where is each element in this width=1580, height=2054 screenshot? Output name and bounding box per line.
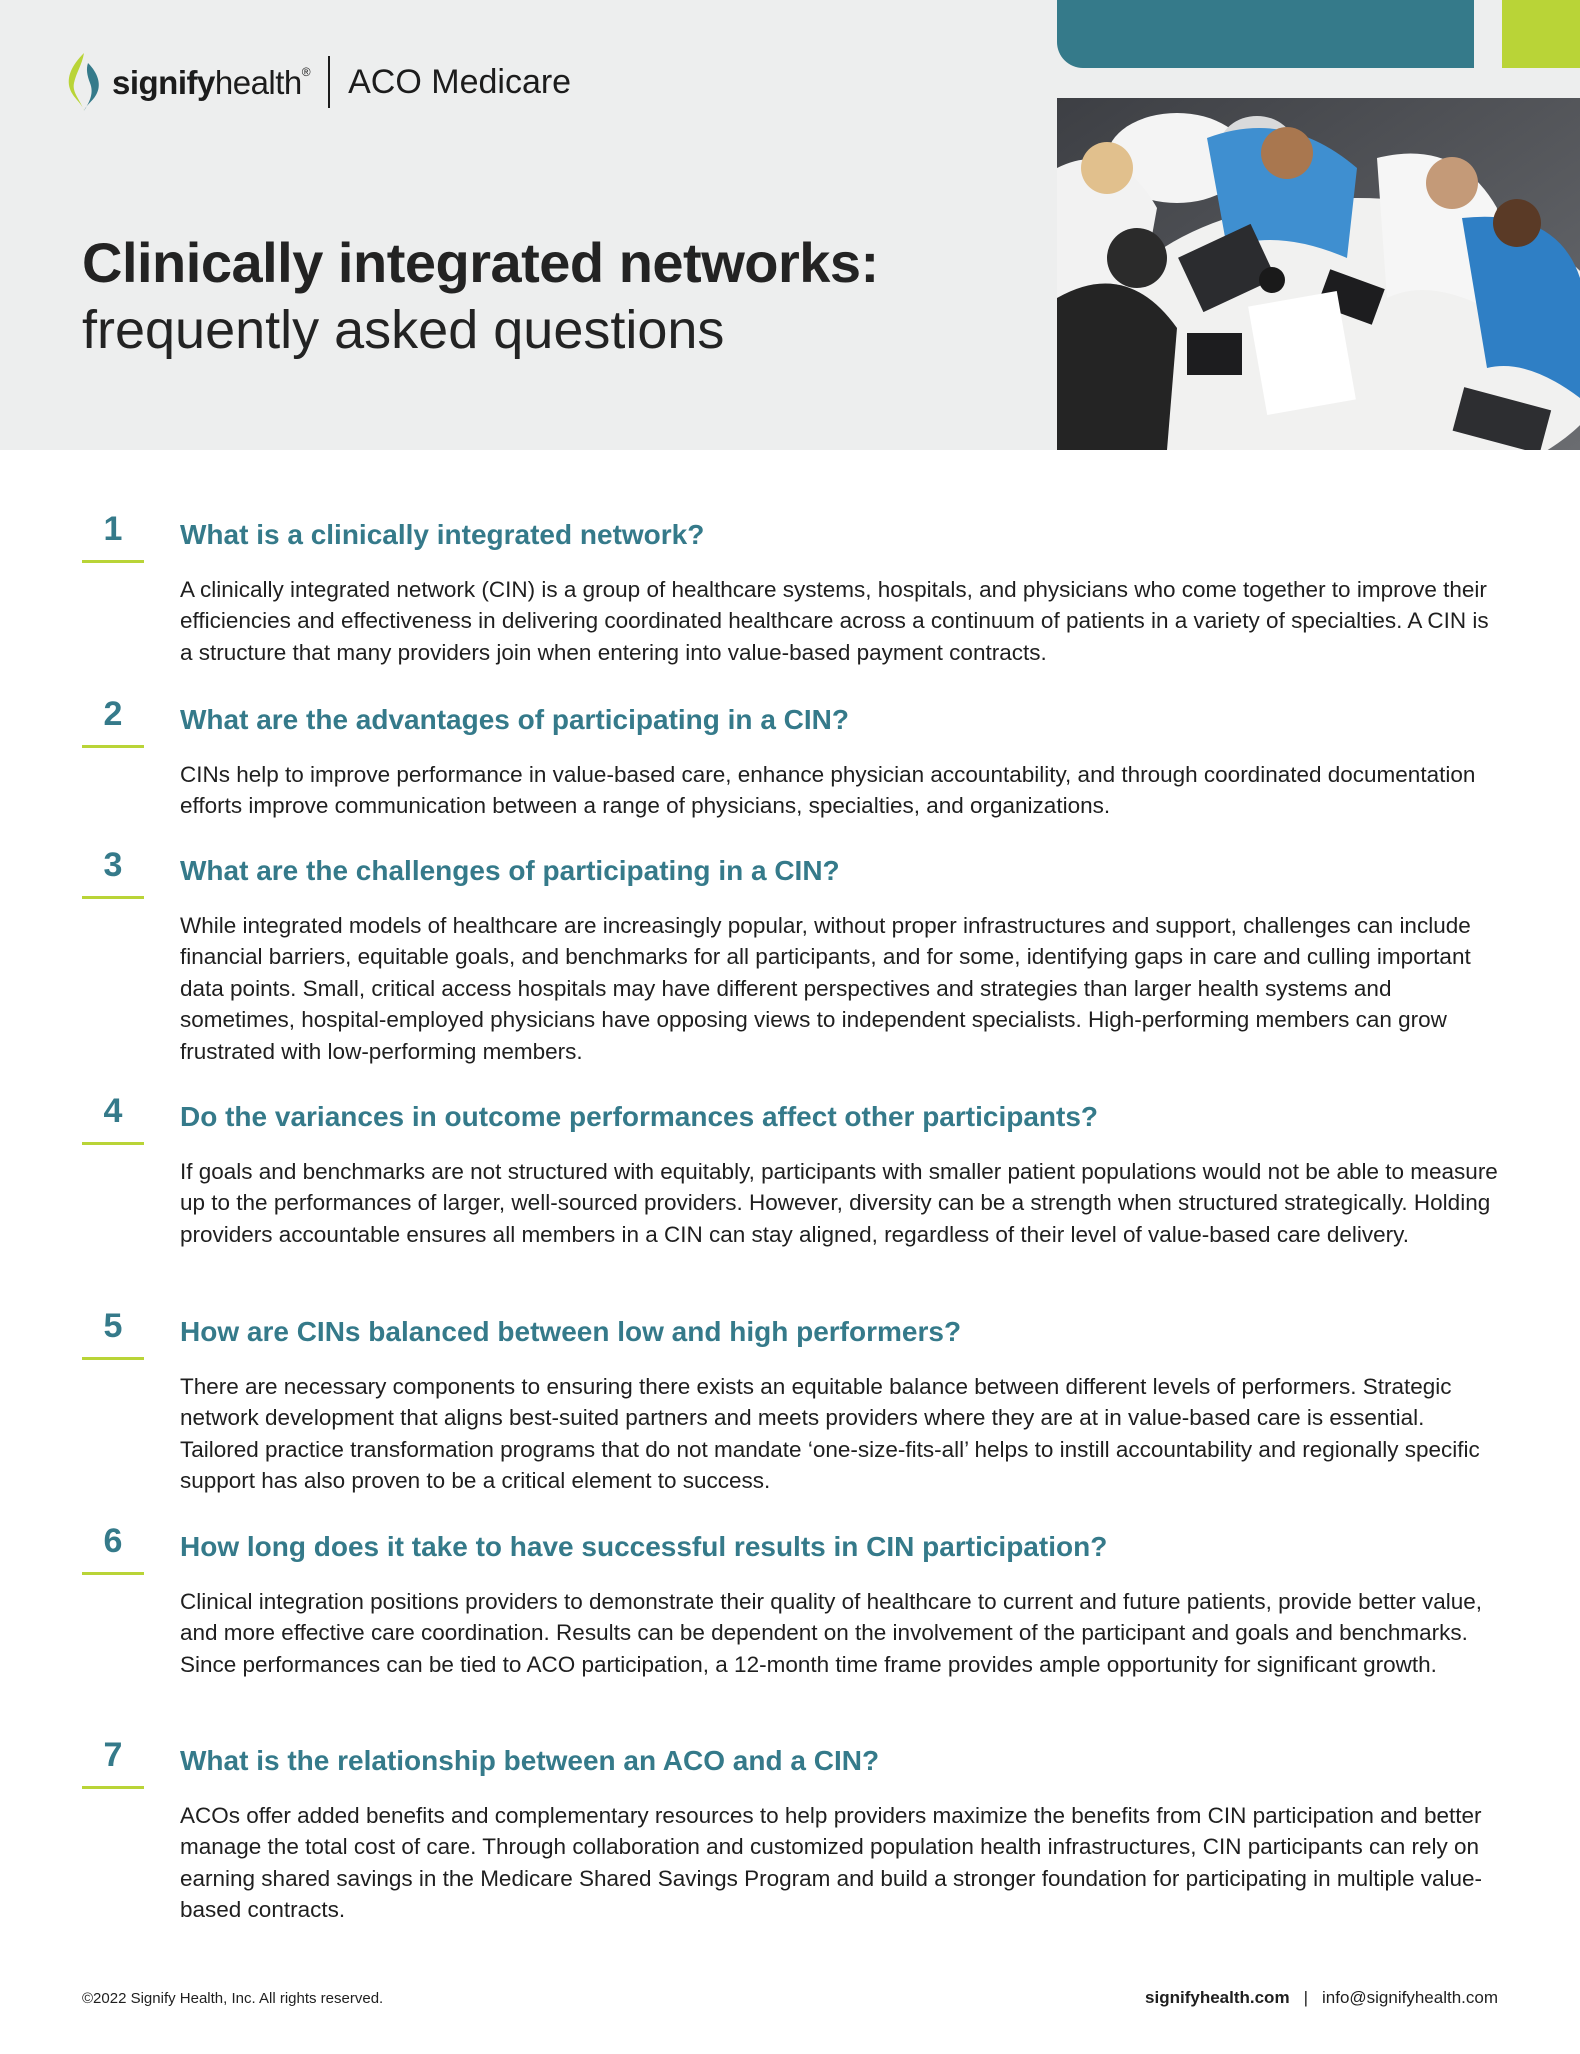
faq-answer: While integrated models of healthcare are increasingly popular, without proper infrastructures and support, challenges can include financial barriers, equitable goals, and benchmarks for all participants, and for some, identifying gaps in care and culling important data points. Small, critical access hospitals may have different perspectives and strategies than larger health systems and sometimes, hospital-employed physicians have opposing views to independent specialists. High-performing members can grow frustrated with low-performing members. <box>180 912 1471 1064</box>
faq-item-2 <box>82 695 1502 822</box>
faq-answer: ACOs offer added benefits and complementary resources to help providers maximize the benefits from CIN participation and better manage the total cost of care. Through collaboration and customized population health infrastructures, CIN participants can rely on earning shared savings in the Medicare Shared Savings Program and build a stronger foundation for participating in multiple value-based contracts. <box>180 1802 1483 1923</box>
faq-answer: If goals and benchmarks are not structured with equitably, participants with smaller patient populations would not be able to measure up to the performances of larger, well-sourced providers. However, diversity can be a strength when structured strategically. Holding providers accountable ensures all members in a CIN can stay aligned, regardless of their level of value-based care delivery. <box>180 1158 1498 1247</box>
faq-number-rule <box>82 1786 144 1789</box>
faq-question: What are the challenges of participating in a CIN? <box>180 855 840 886</box>
faq-item-7 <box>82 1736 1502 1926</box>
faq-number: 3 <box>103 846 123 884</box>
faq-number: 1 <box>103 510 123 548</box>
faq-answer: A clinically integrated network (CIN) is a group of healthcare systems, hospitals, and physicians who come together to improve their efficiencies and effectiveness in delivering coordinated healthcare across a continuum of patients in a variety of specialties. A CIN is a structure that many providers join when entering into value-based payment contracts. <box>180 576 1489 665</box>
faq-number-rule <box>82 1357 144 1360</box>
page-subtitle: frequently asked questions <box>82 299 725 360</box>
footer-email-link[interactable]: info@signifyhealth.com <box>1321 1988 1498 2007</box>
logo-wordmark: signifyhealth® <box>112 63 311 101</box>
faq-answer: There are necessary components to ensuring there exists an equitable balance between different levels of performers. Strategic network development that aligns best-suited partners and meets providers where they are at in value-based care is essential. Tailored practice transformation programs that do not mandate ‘one-size-fits-all’ helps to instill accountability and regionally specific support has also proven to be a critical element to success. <box>180 1373 1480 1494</box>
faq-number: 6 <box>103 1522 123 1560</box>
faq-item-6 <box>82 1522 1502 1680</box>
footer-website-link[interactable]: signifyhealth.com <box>1145 1988 1290 2007</box>
faq-number: 4 <box>103 1092 123 1130</box>
signify-health-logo <box>62 52 571 112</box>
logo-tagline: ACO Medicare <box>348 62 572 101</box>
lime-accent-tab <box>1502 0 1580 68</box>
faq-question: Do the variances in outcome performances affect other participants? <box>180 1101 1099 1132</box>
faq-number-rule <box>82 896 144 899</box>
faq-number: 2 <box>103 695 123 733</box>
faq-number-rule <box>82 560 144 563</box>
faq-item-4 <box>82 1092 1502 1250</box>
faq-number: 7 <box>103 1736 123 1774</box>
faq-answer: Clinical integration positions providers to demonstrate their quality of healthcare to current and future patients, provide better value, and more effective care coordination. Results can be dependent on the involvement of the participant and goals and benchmarks. Since performances can be tied to ACO participation, a 12-month time frame provides ample opportunity for significant growth. <box>180 1588 1482 1677</box>
footer-copyright: ©2022 Signify Health, Inc. All rights reserved. <box>82 1990 384 2007</box>
faq-question: How are CINs balanced between low and high performers? <box>180 1316 962 1347</box>
footer-contact <box>1145 1988 1498 2008</box>
footer-separator: | <box>1303 1988 1308 2007</box>
teal-accent-tab <box>1057 0 1474 68</box>
faq-question: How long does it take to have successful results in CIN participation? <box>180 1531 1108 1562</box>
team-meeting-photo <box>1057 98 1580 450</box>
faq-question: What is a clinically integrated network? <box>180 519 705 550</box>
faq-question: What are the advantages of participating in a CIN? <box>180 704 849 735</box>
faq-number: 5 <box>103 1307 123 1345</box>
page-title-block <box>82 232 1002 365</box>
faq-number-rule <box>82 1572 144 1575</box>
faq-item-5 <box>82 1307 1502 1497</box>
page-title: Clinically integrated networks: <box>82 231 879 294</box>
faq-answer: CINs help to improve performance in value-based care, enhance physician accountability, and through coordinated documentation efforts improve communication between a range of physicians, specialties, and organizations. <box>180 761 1476 819</box>
faq-item-3 <box>82 846 1502 1067</box>
faq-item-1 <box>82 510 1502 668</box>
faq-number-rule <box>82 1142 144 1145</box>
faq-question: What is the relationship between an ACO and a CIN? <box>180 1745 880 1776</box>
signify-leaf-icon <box>62 51 106 113</box>
logo-divider <box>328 56 330 108</box>
faq-number-rule <box>82 745 144 748</box>
